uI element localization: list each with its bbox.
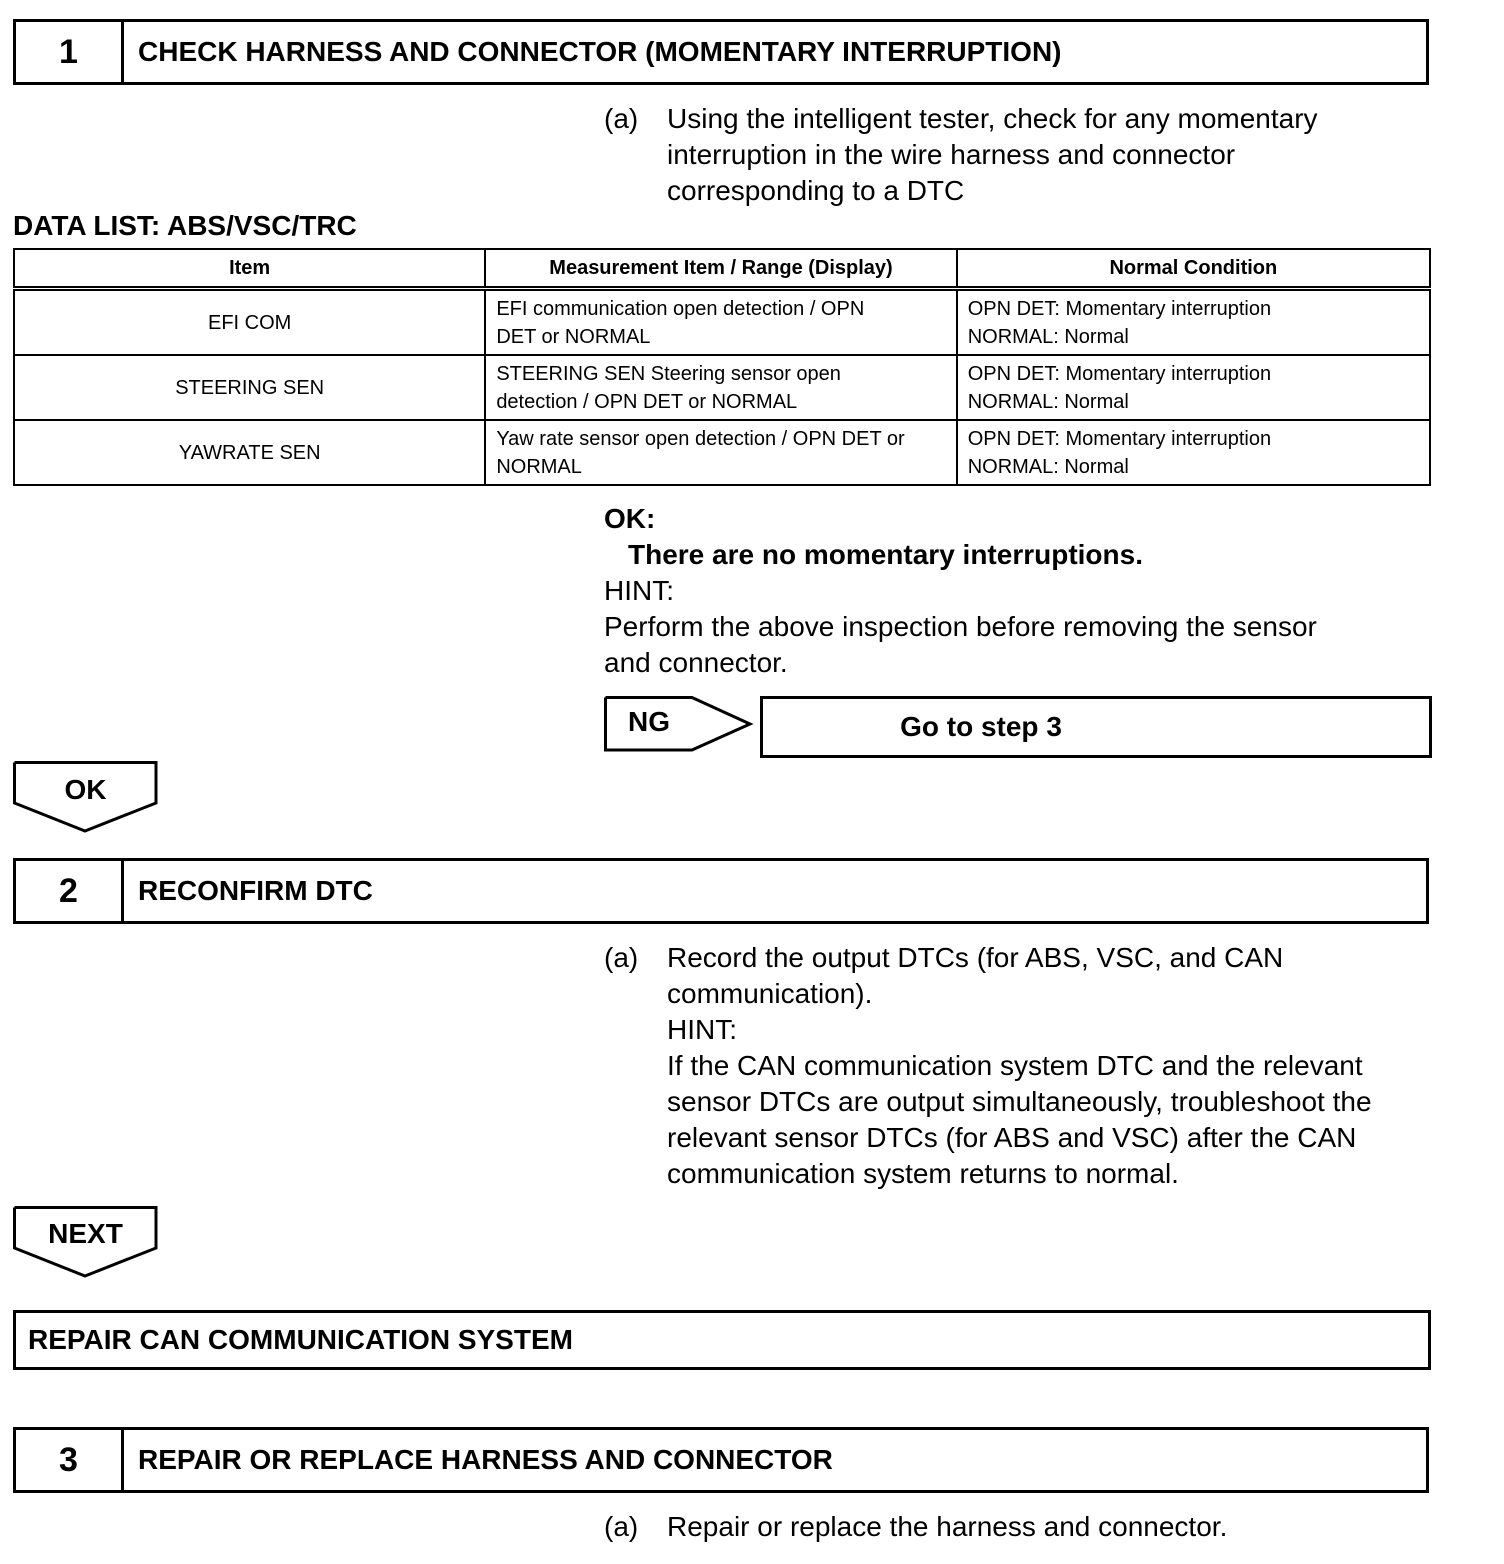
step-3-header bbox=[13, 1427, 1429, 1493]
step-1-a-mark: (a) bbox=[604, 103, 639, 134]
table-row bbox=[14, 420, 1430, 485]
cell-item: STEERING SEN bbox=[14, 355, 485, 420]
ok-label: OK: bbox=[604, 503, 656, 534]
ng-label: NG bbox=[628, 706, 670, 737]
step-1-header bbox=[13, 19, 1429, 85]
step-2-a-text bbox=[667, 940, 1372, 1192]
step-1-a-text bbox=[667, 101, 1318, 209]
cell-line: NORMAL: Normal bbox=[967, 325, 1129, 348]
step-3-title: REPAIR OR REPLACE HARNESS AND CONNECTOR bbox=[138, 1444, 833, 1475]
step-3-a-text: Repair or replace the harness and connector. bbox=[667, 1511, 1228, 1542]
cell-line: NORMAL: Normal bbox=[967, 390, 1129, 413]
cell-line: DET or NORMAL bbox=[496, 325, 651, 348]
repair-can-box: REPAIR CAN COMMUNICATION SYSTEM bbox=[13, 1310, 1431, 1370]
step-2-a-mark: (a) bbox=[604, 942, 639, 973]
step-3-a-mark: (a) bbox=[604, 1511, 639, 1542]
next-arrow-label: NEXT bbox=[48, 1218, 123, 1249]
cell-line: OPN DET: Momentary interruption bbox=[967, 362, 1272, 385]
data-list-table bbox=[13, 248, 1431, 486]
cell-line: OPN DET: Momentary interruption bbox=[967, 297, 1272, 320]
cell-item: YAWRATE SEN bbox=[14, 420, 485, 485]
ok-block bbox=[604, 501, 1317, 681]
step-2-a-line: Record the output DTCs (for ABS, VSC, and CAN bbox=[667, 942, 1284, 973]
step-2-a-line: communication system returns to normal. bbox=[667, 1158, 1179, 1189]
ok-condition: There are no momentary interruptions. bbox=[628, 539, 1143, 570]
cell-normal bbox=[957, 289, 1430, 356]
cell-measurement bbox=[485, 420, 956, 485]
step-2-a-line: sensor DTCs are output simultaneously, troubleshoot the bbox=[667, 1086, 1372, 1117]
step-2-a-line: communication). bbox=[667, 978, 873, 1009]
cell-line: STEERING SEN Steering sensor open bbox=[496, 362, 841, 385]
step-2-a-line: relevant sensor DTCs (for ABS and VSC) after the CAN bbox=[667, 1122, 1357, 1153]
step-2-title: RECONFIRM DTC bbox=[138, 875, 373, 906]
step-2-a-line: If the CAN communication system DTC and the relevant bbox=[667, 1050, 1363, 1081]
table-header-row bbox=[14, 249, 1430, 289]
hint-line: Perform the above inspection before removing the sensor bbox=[604, 611, 1317, 642]
go-to-step-3-box[interactable] bbox=[760, 696, 1432, 758]
cell-item: EFI COM bbox=[14, 289, 485, 356]
step-1-number: 1 bbox=[16, 22, 124, 82]
step-2-a-line: HINT: bbox=[667, 1014, 737, 1045]
go-to-step-label: Go to step 3 bbox=[900, 711, 1062, 742]
table-row bbox=[14, 355, 1430, 420]
cell-line: NORMAL bbox=[496, 455, 582, 478]
step-1-a-line: interruption in the wire harness and connector bbox=[667, 139, 1236, 170]
cell-line: detection / OPN DET or NORMAL bbox=[496, 390, 798, 413]
cell-line: Yaw rate sensor open detection / OPN DET or bbox=[496, 427, 905, 450]
step-2-number: 2 bbox=[16, 861, 124, 921]
ng-arrow-shape bbox=[604, 696, 756, 756]
step-1-a-line: corresponding to a DTC bbox=[667, 175, 965, 206]
hint-label: HINT: bbox=[604, 575, 674, 606]
cell-measurement bbox=[485, 355, 956, 420]
cell-line: OPN DET: Momentary interruption bbox=[967, 427, 1272, 450]
cell-measurement bbox=[485, 289, 956, 356]
data-list-title: DATA LIST: ABS/VSC/TRC bbox=[13, 210, 357, 241]
header-normal-condition: Normal Condition bbox=[957, 249, 1430, 289]
cell-line: NORMAL: Normal bbox=[967, 455, 1129, 478]
step-1-title: CHECK HARNESS AND CONNECTOR (MOMENTARY INTERRUPTION) bbox=[138, 36, 1062, 67]
cell-line: EFI communication open detection / OPN bbox=[496, 297, 865, 320]
cell-normal bbox=[957, 355, 1430, 420]
ok-arrow-label: OK bbox=[64, 774, 107, 805]
step-3-number: 3 bbox=[16, 1430, 124, 1490]
hint-line: and connector. bbox=[604, 647, 788, 678]
header-item: Item bbox=[14, 249, 485, 289]
step-1-a-line: Using the intelligent tester, check for any momentary bbox=[667, 103, 1318, 134]
table-row bbox=[14, 289, 1430, 356]
cell-normal bbox=[957, 420, 1430, 485]
header-measurement: Measurement Item / Range (Display) bbox=[485, 249, 956, 289]
step-2-header bbox=[13, 858, 1429, 924]
